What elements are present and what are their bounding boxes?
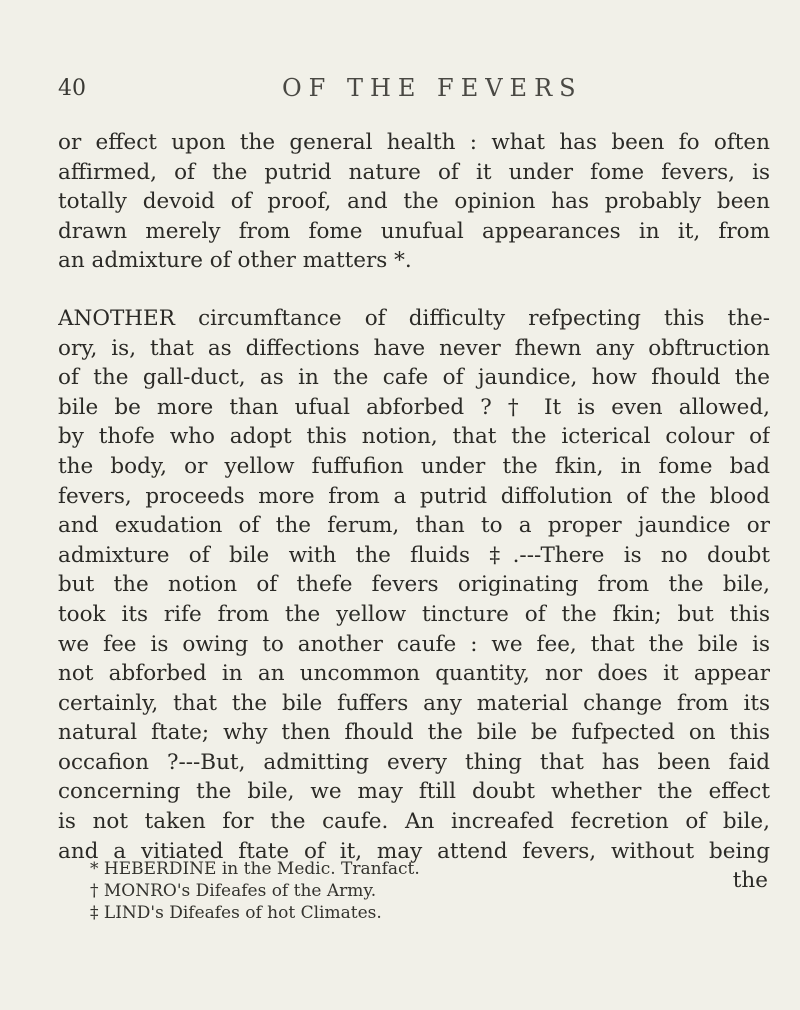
text-line: affirmed, of the putrid nature of it under fome fevers, is <box>58 159 770 185</box>
page-number: 40 <box>58 76 86 101</box>
text-line: by thofe who adopt this notion, that the icterical colour of <box>58 424 770 450</box>
body-text <box>58 128 770 896</box>
text-line: an admixture of other matters *. <box>58 248 412 274</box>
running-title: OF THE FEVERS <box>282 74 583 102</box>
text-line: but the notion of thefe fevers originating from the bile, <box>58 572 770 598</box>
paragraph-gap <box>58 276 770 304</box>
text-line: not abforbed in an uncommon quantity, nor does it appear <box>58 661 770 687</box>
text-line: occafion ?---But, admitting every thing that has been faid <box>58 749 770 775</box>
footnote: ‡ LIND's Difeafes of hot Climates. <box>90 903 382 923</box>
text-line: certainly, that the bile fuffers any material change from its <box>58 690 770 716</box>
paragraph-1 <box>58 128 770 276</box>
text-line: bile be more than ufual abforbed ? † It is even allowed, <box>58 394 770 420</box>
text-line: is not taken for the caufe. An increafed fecretion of bile, <box>58 809 770 835</box>
catchword: the <box>732 868 768 894</box>
text-line: admixture of bile with the fluids ‡.---There is no doubt <box>58 542 770 568</box>
text-line: concerning the bile, we may ftill doubt whether the effect <box>58 779 770 805</box>
text-line: of the gall-duct, as in the cafe of jaundice, how fhould the <box>58 365 770 391</box>
text-line: fevers, proceeds more from a putrid diffolution of the blood <box>58 483 770 509</box>
paragraph-2 <box>58 304 770 866</box>
footnote: † MONRO's Difeafes of the Army. <box>90 881 377 901</box>
text-line: the body, or yellow fuffufion under the fkin, in fome bad <box>58 453 770 479</box>
text-line: and exudation of the ferum, than to a proper jaundice or <box>58 513 770 539</box>
text-line: and a vitiated ftate of it, may attend fevers, without being <box>58 838 770 864</box>
text-line: or effect upon the general health : what has been fo often <box>58 130 770 155</box>
text-line: we fee is owing to another caufe : we fee, that the bile is <box>58 631 770 657</box>
text-line: ANOTHER circumftance of difficulty refpecting this the- <box>58 305 770 331</box>
text-line: drawn merely from fome unufual appearances in it, from <box>58 218 770 244</box>
text-line: ory, is, that as diffections have never fhewn any obftruction <box>58 335 770 361</box>
footnotes <box>90 858 730 924</box>
footnote: * HEBERDINE in the Medic. Tranfact. <box>90 859 420 879</box>
text-line: natural ftate; why then fhould the bile be fufpected on this <box>58 720 770 746</box>
text-line: took its rife from the yellow tincture of the fkin; but this <box>58 601 770 627</box>
text-line: totally devoid of proof, and the opinion has probably been <box>58 189 770 215</box>
